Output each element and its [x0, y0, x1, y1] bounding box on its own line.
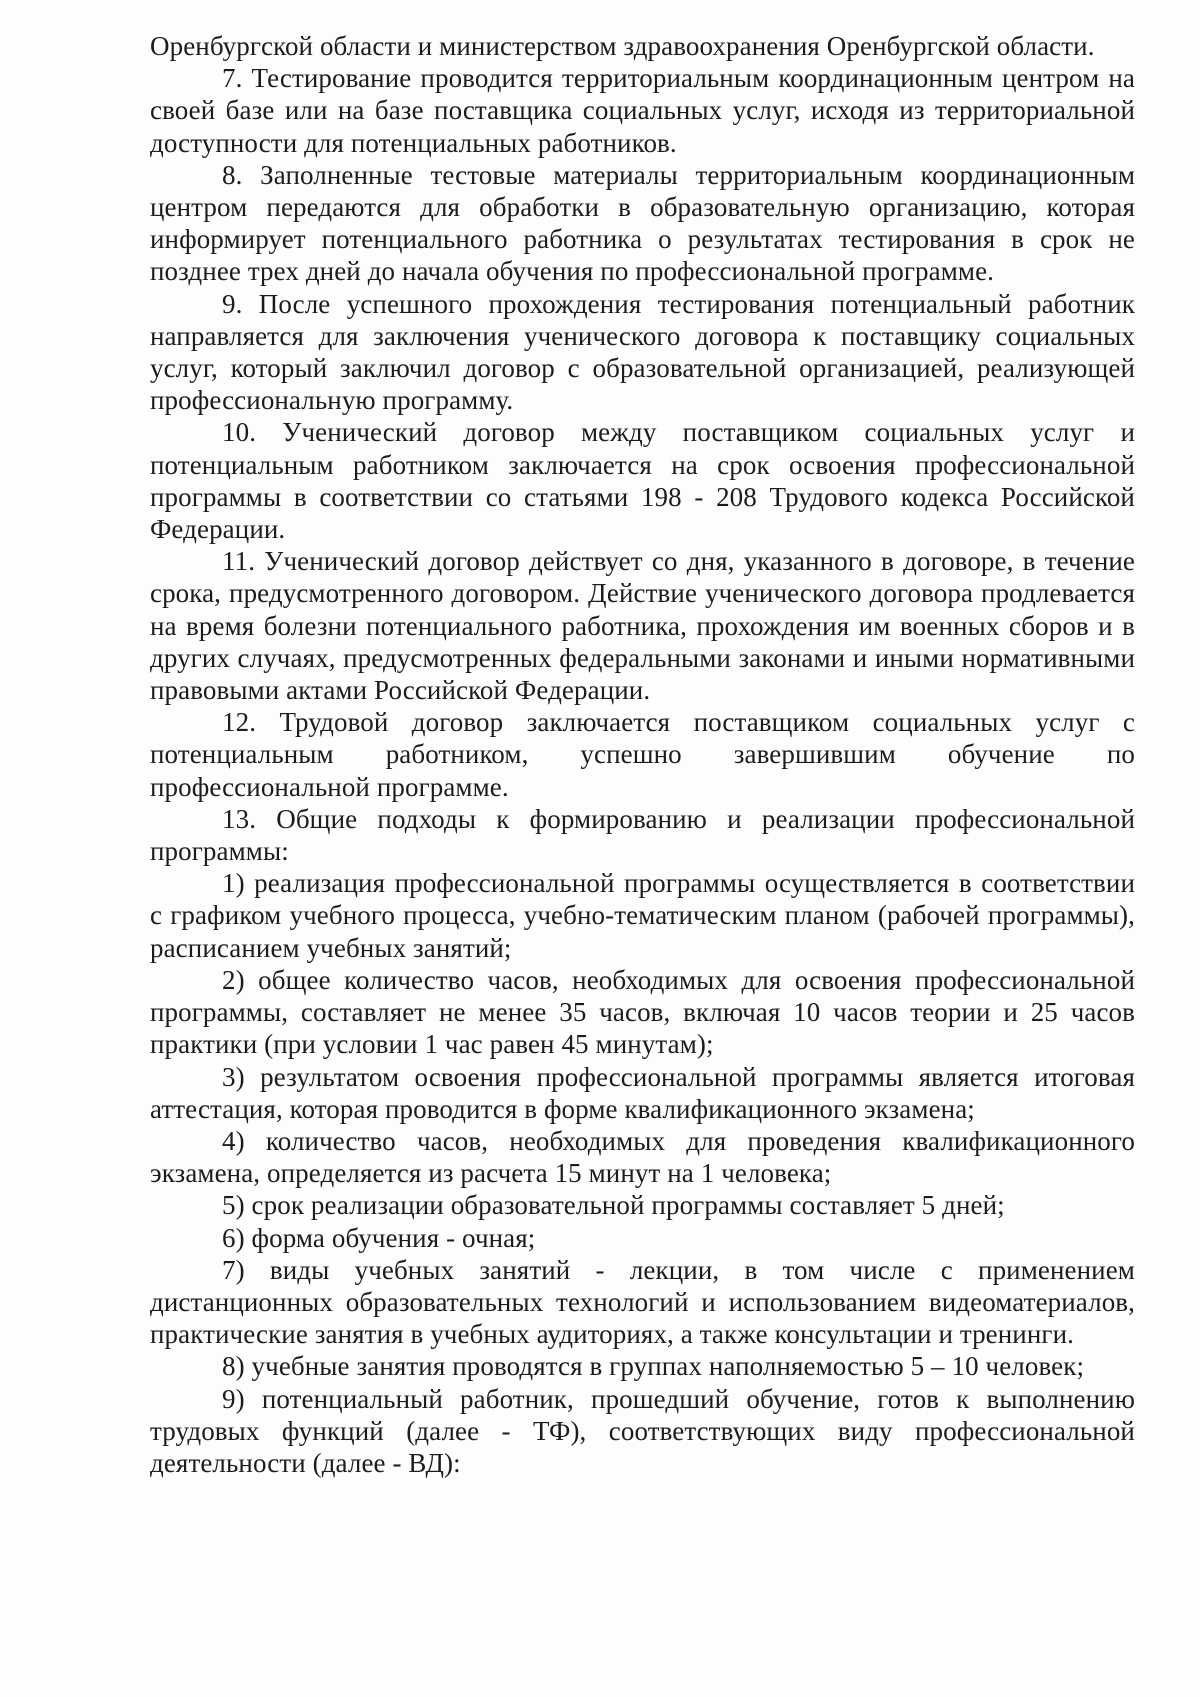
paragraph-item-7: 7. Тестирование проводится территориальным координационным центром на своей базе или на базе поставщика социальных услуг, исходя из территориальной доступности для потенциальных работников. — [150, 63, 1135, 158]
paragraph-item-9: 9. После успешного прохождения тестирования потенциальный работник направляется для заключения ученического договора к поставщику социальных услуг, который заключил договор с образовательной организацией, реализующей профессиональную программу. — [150, 288, 1135, 416]
subitem-5: 5) срок реализации образовательной программы составляет 5 дней; — [222, 1190, 1005, 1221]
subitem-2: 2) общее количество часов, необходимых для освоения профессиональной программы, составляет не менее 35 часов, включая 10 часов теории и 25 часов практики (при условии 1 час равен 45 минутам); — [150, 964, 1135, 1060]
subitem-7: 7) виды учебных занятий - лекции, в том числе с применением дистанционных образовательных технологий и использованием видеоматериалов, практические занятия в учебных аудиториях, а также консультации и тренинги. — [150, 1254, 1135, 1350]
subitem-6: 6) форма обучения - очная; — [222, 1222, 536, 1253]
document-body — [150, 30, 1135, 1479]
subitem-9: 9) потенциальный работник, прошедший обучение, готов к выполнению трудовых функций (далее - ТФ), соответствующих виду профессиональной деятельности (далее - ВД): — [150, 1383, 1135, 1478]
subitem-3: 3) результатом освоения профессиональной программы является итоговая аттестация, которая проводится в форме квалификационного экзамена; — [150, 1061, 1135, 1124]
paragraph-item-11: 11. Ученический договор действует со дня, указанного в договоре, в течение срока, предусмотренного договором. Действие ученического договора продлевается на время болезни потенциального работника, прохождения им военных сборов и в других случаях, предусмотренных федеральными законами и иными нормативными правовыми актами Российской Федерации. — [150, 546, 1135, 706]
paragraph-item-10: 10. Ученический договор между поставщиком социальных услуг и потенциальным работником заключается на срок освоения профессиональной программы в соответствии со статьями 198 - 208 Трудового кодекса Российской Федерации. — [150, 417, 1135, 545]
subitem-8: 8) учебные занятия проводятся в группах наполняемостью 5 – 10 человек; — [222, 1351, 1085, 1382]
paragraph-item-12: 12. Трудовой договор заключается поставщиком социальных услуг с потенциальным работником, успешно завершившим обучение по профессиональной программе. — [150, 707, 1135, 802]
paragraph-continuation: Оренбургской области и министерством здравоохранения Оренбургской области. — [150, 31, 1095, 61]
paragraph-item-13: 13. Общие подходы к формированию и реализации профессиональной программы: — [150, 803, 1135, 867]
paragraph-item-8: 8. Заполненные тестовые материалы территориальным координационным центром передаются для обработки в образовательную организацию, которая информирует потенциального работника о результатах тестирования в срок не позднее трех дней до начала обучения по профессиональной программе. — [150, 159, 1135, 287]
subitem-1: 1) реализация профессиональной программы осуществляется в соответствии с графиком учебного процесса, учебно-тематическим планом (рабочей программы), расписанием учебных занятий; — [150, 868, 1135, 963]
subitem-4: 4) количество часов, необходимых для проведения квалификационного экзамена, определяется из расчета 15 минут на 1 человека; — [150, 1125, 1135, 1189]
